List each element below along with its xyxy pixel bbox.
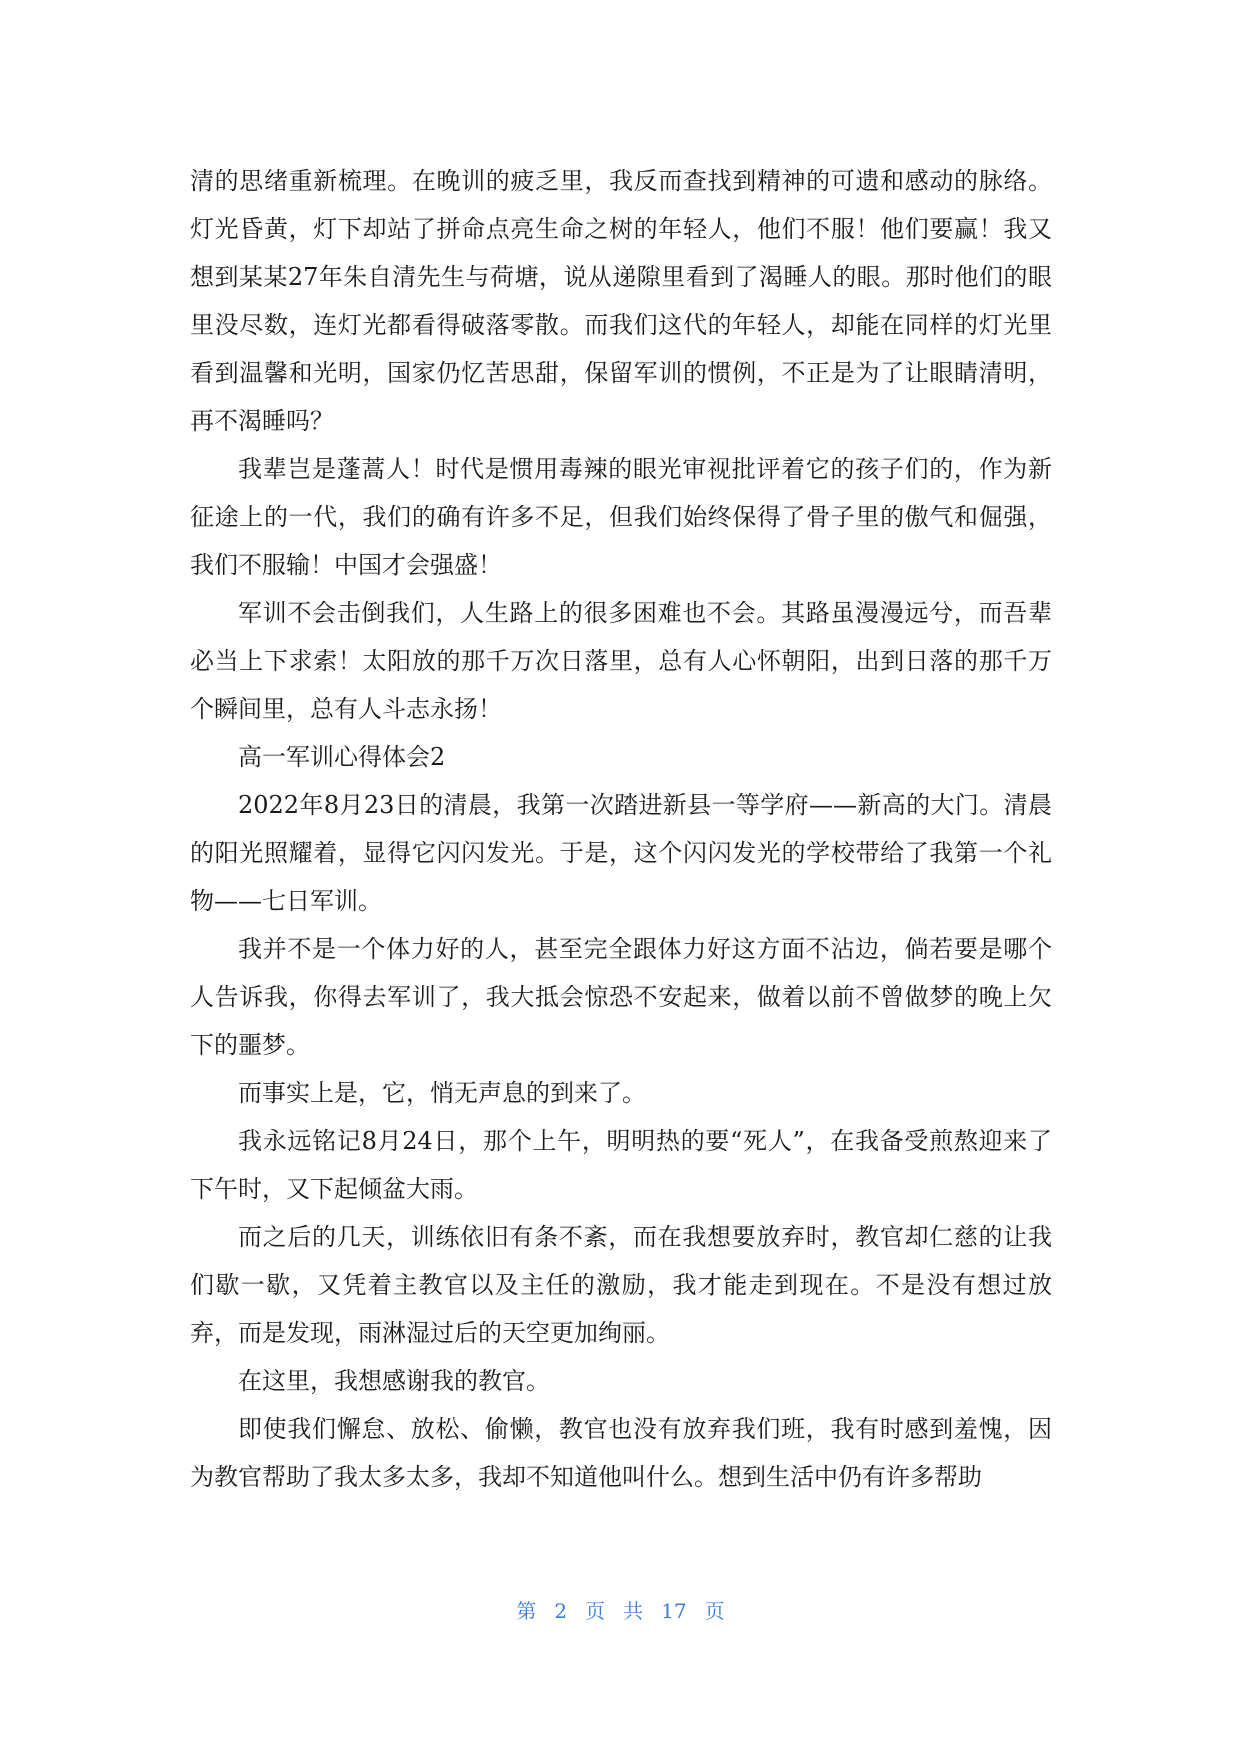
document-body (190, 157, 1052, 1501)
paragraph: 我辈岂是蓬蒿人！时代是惯用毒辣的眼光审视批评着它的孩子们的，作为新征途上的一代，我们的确有许多不足，但我们始终保得了骨子里的傲气和倔强，我们不服输！中国才会强盛！ (190, 455, 1052, 579)
section-heading: 高一军训心得体会2 (238, 743, 446, 771)
paragraph: 而之后的几天，训练依旧有条不紊，而在我想要放弃时，教官却仁慈的让我们歇一歇，又凭着主教官以及主任的激励，我才能走到现在。不是没有想过放弃，而是发现，雨淋湿过后的天空更加绚丽。 (190, 1223, 1052, 1347)
footer-total-pages: 17 (661, 1599, 687, 1623)
footer-prefix: 第 (516, 1599, 537, 1623)
page-footer (0, 1595, 1241, 1624)
paragraph: 军训不会击倒我们，人生路上的很多困难也不会。其路虽漫漫远兮，而吾辈必当上下求索！太阳放的那千万次日落里，总有人心怀朝阳，出到日落的那千万个瞬间里，总有人斗志永扬！ (190, 599, 1052, 723)
footer-suffix: 页 (704, 1599, 725, 1623)
paragraph: 即使我们懈怠、放松、偷懒，教官也没有放弃我们班，我有时感到羞愧，因为教官帮助了我太多太多，我却不知道他叫什么。想到生活中仍有许多帮助 (190, 1415, 1052, 1491)
footer-middle: 页共 (585, 1599, 662, 1623)
paragraph: 2022年8月23日的清晨，我第一次踏进新县一等学府——新高的大门。清晨的阳光照耀着，显得它闪闪发光。于是，这个闪闪发光的学校带给了我第一个礼物——七日军训。 (190, 791, 1052, 915)
paragraph: 我永远铭记8月24日，那个上午，明明热的要“死人”，在我备受煎熬迎来了下午时，又下起倾盆大雨。 (190, 1127, 1052, 1203)
paragraph: 清的思绪重新梳理。在晚训的疲乏里，我反而查找到精神的可遗和感动的脉络。灯光昏黄，灯下却站了拼命点亮生命之树的年轻人，他们不服！他们要赢！我又想到某某27年朱自清先生与荷塘，说从递隙里看到了渴睡人的眼。那时他们的眼里没尽数，连灯光都看得破落零散。而我们这代的年轻人，却能在同样的灯光里看到温馨和光明，国家仍忆苦思甜，保留军训的惯例，不正是为了让眼睛清明，再不渴睡吗？ (190, 167, 1052, 435)
footer-current-page: 2 (554, 1599, 568, 1623)
paragraph: 而事实上是，它，悄无声息的到来了。 (238, 1079, 646, 1107)
paragraph: 我并不是一个体力好的人，甚至完全跟体力好这方面不沾边，倘若要是哪个人告诉我，你得去军训了，我大抵会惊恐不安起来，做着以前不曾做梦的晚上欠下的噩梦。 (190, 935, 1052, 1059)
paragraph: 在这里，我想感谢我的教官。 (238, 1367, 550, 1395)
